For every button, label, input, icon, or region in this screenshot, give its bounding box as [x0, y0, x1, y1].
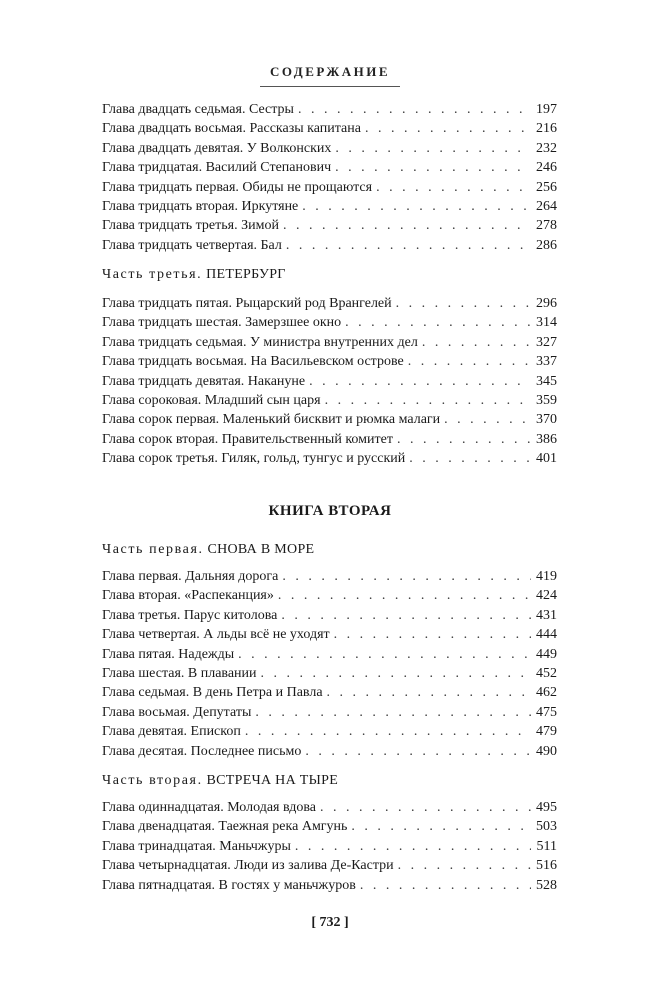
toc-entry-title: Глава сорок вторая. Правительственный комитет	[102, 431, 393, 447]
part-name: ПЕТЕРБУРГ	[206, 267, 286, 282]
dot-leader	[295, 837, 531, 856]
dot-leader	[286, 236, 531, 255]
dot-leader	[320, 798, 531, 817]
toc-entry-title: Глава двенадцатая. Таежная река Амгунь	[102, 819, 348, 835]
page-number: [ 732 ]	[311, 915, 349, 930]
header-rule	[260, 86, 400, 87]
toc-entry-page: 516	[536, 858, 557, 874]
toc-entry-title: Глава шестая. В плавании	[102, 665, 257, 681]
toc-entry-page: 528	[536, 877, 557, 893]
toc-entry-title: Глава сорок третья. Гиляк, гольд, тунгус и русский	[102, 451, 406, 467]
toc-entry-title: Глава тридцать первая. Обиды не прощаются	[102, 179, 373, 195]
dot-leader	[422, 333, 531, 352]
toc-entry-title: Глава вторая. «Распеканция»	[102, 588, 274, 604]
toc-entry-page: 444	[536, 627, 557, 643]
part-title-b2part1	[102, 542, 314, 558]
toc-entry-page: 337	[536, 354, 557, 370]
book-title: КНИГА ВТОРАЯ	[268, 503, 392, 519]
toc-entry	[102, 313, 557, 332]
dot-leader	[376, 178, 531, 197]
toc-entry-title: Глава тридцать вторая. Иркутяне	[102, 198, 299, 214]
toc-entry	[102, 645, 557, 664]
dot-leader	[298, 100, 531, 119]
dot-leader	[345, 313, 531, 332]
toc-entry-page: 503	[536, 819, 557, 835]
toc-entry-page: 232	[536, 140, 557, 156]
toc-entry-page: 401	[536, 451, 557, 467]
toc-entry-page: 424	[536, 588, 557, 604]
part-label: Часть третья.	[102, 267, 203, 282]
dot-leader	[351, 817, 531, 836]
dot-leader	[398, 856, 531, 875]
dot-leader	[305, 742, 531, 761]
dot-leader	[302, 197, 531, 216]
toc-entry	[102, 625, 557, 644]
toc-entry-page: 495	[536, 800, 557, 815]
toc-entry-page: 314	[536, 315, 557, 331]
toc-entry	[102, 876, 557, 895]
dot-leader	[365, 119, 531, 138]
dot-leader	[327, 683, 531, 702]
part-name: ВСТРЕЧА НА ТЫРЕ	[206, 773, 339, 788]
toc-entry-title: Глава двадцать восьмая. Рассказы капитана	[102, 121, 361, 137]
dot-leader	[360, 876, 531, 895]
toc-entry	[102, 798, 557, 817]
toc-entry-page: 345	[536, 373, 557, 389]
toc-entry-page: 431	[536, 607, 557, 623]
dot-leader	[397, 430, 531, 449]
toc-entry	[102, 410, 557, 429]
toc-entry-page: 462	[536, 685, 557, 701]
toc-entry-title: Глава четырнадцатая. Люди из залива Де-Кастри	[102, 858, 394, 874]
toc-entry-title: Глава первая. Дальняя дорога	[102, 569, 279, 584]
toc-entry-title: Глава тридцать девятая. Накануне	[102, 373, 306, 389]
toc-entry	[102, 236, 557, 255]
toc-entry-title: Глава девятая. Епископ	[102, 724, 241, 740]
toc-entry	[102, 391, 557, 410]
toc-entry-title: Глава двадцать седьмая. Сестры	[102, 102, 294, 117]
toc-entry-page: 216	[536, 121, 557, 137]
dot-leader	[255, 703, 531, 722]
toc-entry-title: Глава двадцать девятая. У Волконских	[102, 140, 332, 156]
dot-leader	[309, 372, 531, 391]
toc-entry-title: Глава пятнадцатая. В гостях у маньчжуров	[102, 877, 356, 893]
toc-entry	[102, 742, 557, 761]
toc-entry-title: Глава тридцать пятая. Рыцарский род Врангелей	[102, 296, 392, 311]
toc-entry	[102, 372, 557, 391]
toc-entry	[102, 352, 557, 371]
toc-entry	[102, 119, 557, 138]
toc-entry-page: 511	[536, 838, 557, 854]
toc-entry	[102, 100, 557, 119]
toc-entry	[102, 664, 557, 683]
toc-entry	[102, 216, 557, 235]
toc-entry-title: Глава сорок первая. Маленький бисквит и рюмка малаги	[102, 412, 441, 428]
toc-entry-title: Глава тринадцатая. Маньчжуры	[102, 838, 291, 854]
dot-leader	[444, 410, 531, 429]
toc-entry-page: 479	[536, 724, 557, 740]
dot-leader	[335, 158, 531, 177]
dot-leader	[409, 449, 531, 468]
toc-entry-page: 296	[536, 296, 557, 311]
toc-entry	[102, 430, 557, 449]
dot-leader	[335, 139, 531, 158]
toc-entry	[102, 856, 557, 875]
toc-entry	[102, 817, 557, 836]
toc-entry	[102, 586, 557, 605]
toc-entry-title: Глава тридцать седьмая. У министра внутренних дел	[102, 334, 418, 350]
toc-entry	[102, 606, 557, 625]
toc-entry	[102, 683, 557, 702]
dot-leader	[245, 722, 531, 741]
toc-entry-title: Глава десятая. Последнее письмо	[102, 743, 302, 759]
part-label: Часть вторая.	[102, 773, 203, 788]
toc-entry-title: Глава восьмая. Депутаты	[102, 704, 252, 720]
running-header: СОДЕРЖАНИЕ	[269, 64, 391, 79]
toc-entry-page: 490	[536, 743, 557, 759]
dot-leader	[238, 645, 531, 664]
toc-entry	[102, 449, 557, 468]
toc-entry-page: 278	[536, 218, 557, 234]
toc-entry	[102, 333, 557, 352]
toc-entry	[102, 158, 557, 177]
toc-block-book1-part2	[102, 100, 557, 255]
toc-entry-page: 246	[536, 160, 557, 176]
toc-entry-page: 419	[536, 569, 557, 584]
toc-entry	[102, 197, 557, 216]
toc-entry	[102, 837, 557, 856]
toc-entry-page: 475	[536, 704, 557, 720]
toc-block-b2part2	[102, 798, 557, 895]
toc-entry-title: Глава тридцать восьмая. На Васильевском острове	[102, 354, 404, 370]
toc-entry-title: Глава тридцать третья. Зимой	[102, 218, 279, 234]
part-name: СНОВА В МОРЕ	[207, 542, 315, 557]
toc-entry-title: Глава сороковая. Младший сын царя	[102, 392, 321, 408]
toc-entry-title: Глава пятая. Надежды	[102, 646, 235, 662]
toc-entry	[102, 139, 557, 158]
dot-leader	[281, 606, 531, 625]
toc-entry-page: 386	[536, 431, 557, 447]
toc-entry-title: Глава тридцать четвертая. Бал	[102, 237, 282, 253]
toc-entry-page: 327	[536, 334, 557, 350]
part-title-b2part2	[102, 773, 338, 789]
dot-leader	[325, 391, 531, 410]
dot-leader	[261, 664, 531, 683]
toc-entry-title: Глава четвертая. А льды всё не уходят	[102, 627, 330, 643]
toc-entry	[102, 294, 557, 313]
part-label: Часть первая.	[102, 542, 204, 557]
toc-entry-title: Глава седьмая. В день Петра и Павла	[102, 685, 323, 701]
toc-entry-page: 197	[536, 102, 557, 117]
toc-entry	[102, 178, 557, 197]
toc-entry-title: Глава тридцать шестая. Замерзшее окно	[102, 315, 342, 331]
toc-entry-page: 286	[536, 237, 557, 253]
toc-entry	[102, 567, 557, 586]
dot-leader	[334, 625, 531, 644]
toc-entry-title: Глава тридцатая. Василий Степанович	[102, 160, 332, 176]
toc-entry-page: 264	[536, 198, 557, 214]
toc-entry	[102, 722, 557, 741]
toc-entry-title: Глава третья. Парус китолова	[102, 607, 278, 623]
toc-entry	[102, 703, 557, 722]
toc-entry-page: 256	[536, 179, 557, 195]
toc-entry-page: 359	[536, 392, 557, 408]
dot-leader	[282, 567, 531, 586]
dot-leader	[283, 216, 531, 235]
toc-entry-page: 452	[536, 665, 557, 681]
dot-leader	[278, 586, 531, 605]
toc-block-part3	[102, 294, 557, 469]
dot-leader	[396, 294, 531, 313]
toc-block-b2part1	[102, 567, 557, 761]
toc-entry-title: Глава одиннадцатая. Молодая вдова	[102, 800, 316, 815]
toc-entry-page: 370	[536, 412, 557, 428]
dot-leader	[408, 352, 531, 371]
part-title-part3	[102, 267, 286, 283]
toc-entry-page: 449	[536, 646, 557, 662]
